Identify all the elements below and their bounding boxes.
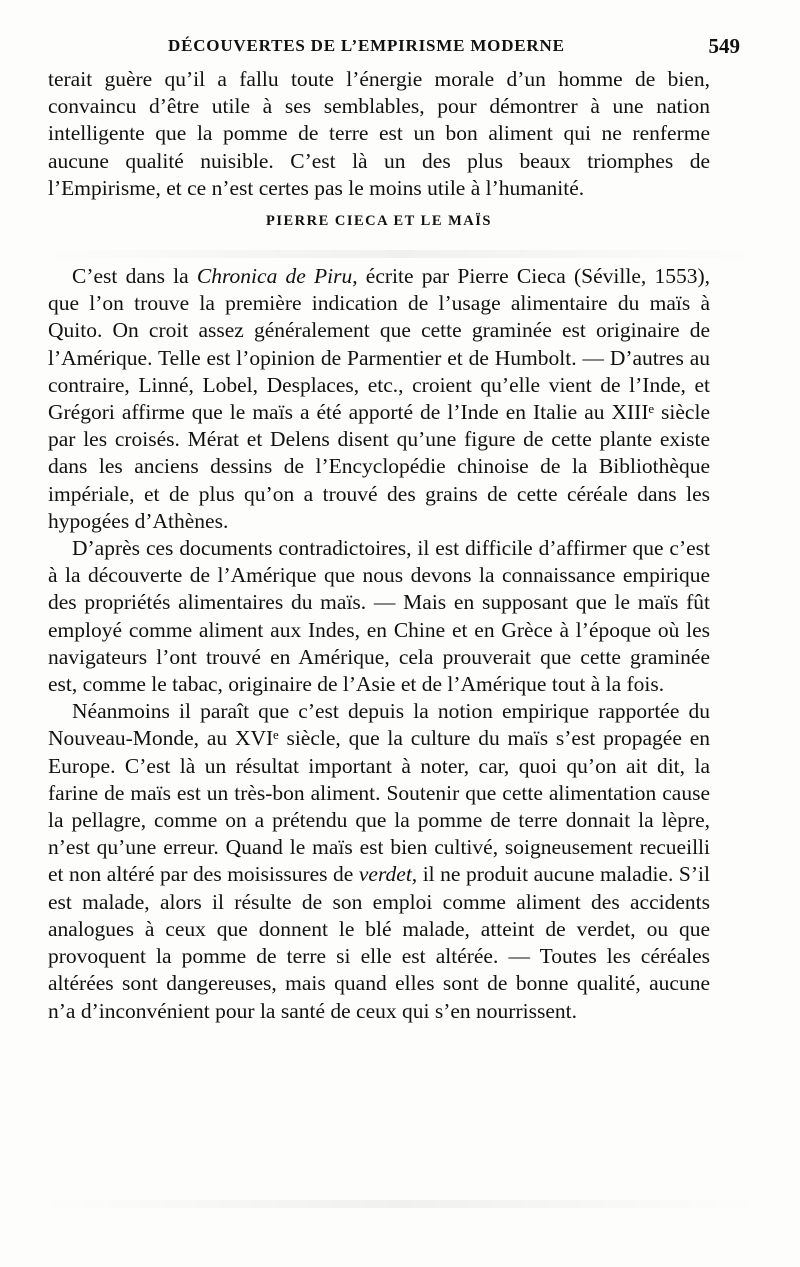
work-title: Chronica de Piru — [196, 264, 353, 289]
page-number: 549 — [708, 34, 740, 58]
page-header — [48, 36, 740, 64]
paragraph-text: Néanmoins il paraît que c’est depuis la notion empirique rapportée du Nouveau-Monde, au — [48, 699, 710, 751]
section-heading: PIERRE CIECA ET LE MAÏS — [265, 213, 492, 230]
body-text — [48, 66, 710, 1025]
paragraph-text: , écrite par Pierre Cieca (Séville, 1553), que l’on trouve la première indication de l’usage alimentaire du maïs à Quito. On croit assez généralement que cette graminée est originaire de l’Amérique. Telle est l’opinion de Parmentier et de Humbolt. — D’autres au contraire, Linné, Lobel, Desplaces, etc., croient qu’elle vient de l’Inde, et Grégori affirme que le maïs a été apporté de l’Inde en Italie au — [48, 264, 710, 425]
show-through-shadow — [40, 1200, 760, 1208]
paragraph — [48, 698, 710, 1024]
italic-term: verdet, — [358, 862, 418, 887]
paragraph-text: C’est dans la — [72, 264, 197, 289]
paragraph-text: siècle, que la culture du maïs s’est propagée en Europe. C’est là un résultat important à noter, car, quoi qu’on ait dit, la farine de maïs est un très-bon aliment. Soutenir que cette alimentation cause la pellagre, comme on a prétendu que la pomme de terre donnait la lèpre, n’est qu’une erreur. Quand le maïs est bien cultivé, soigneusement recueilli et non altéré par des moisissures de — [48, 726, 710, 887]
paragraph-text: il ne produit aucune maladie. S’il est malade, alors il résulte de son emploi comme aliment des accidents analogues à ceux que donnent le blé malade, atteint de verdet, ou que provoquent la pomme de terre si elle est altérée. — Toutes les céréales altérées sont dangereuses, mais quand elles sont de bonne qualité, aucune n’a d’inconvénient pour la santé de ceux qui s’en nourrissent. — [48, 862, 710, 1023]
century-numeral: XVIᵉ — [234, 726, 279, 751]
paragraph — [48, 263, 710, 535]
paragraph: D’après ces documents contradictoires, il est difficile d’affirmer que c’est à la découverte de l’Amérique que nous devons la connaissance empirique des propriétés alimentaires du maïs. — Mais en supposant que le maïs fût employé comme aliment aux Indes, en Chine et en Grèce à l’époque où les navigateurs l’ont trouvé en Amérique, cela prouverait que cette graminée est, comme le tabac, originaire de l’Asie et de l’Amérique tout à la fois. — [48, 536, 710, 697]
paragraph-continuation: terait guère qu’il a fallu toute l’énergie morale d’un homme de bien, convaincu d’être utile à ses semblables, pour démontrer à une nation intelligente que la pomme de terre est un bon aliment qui ne renferme aucune qualité nuisible. C’est là un des plus beaux triomphes de l’Empirisme, et ce n’est certes pas le moins utile à l’humanité. — [48, 67, 710, 200]
running-title: DÉCOUVERTES DE L’EMPIRISME MODERNE — [168, 36, 565, 55]
century-numeral: XIIIᵉ — [611, 400, 655, 425]
paragraph-text: siècle par les croisés. Mérat et Delens disent qu’une figure de cette plante existe dans les anciens dessins de l’Encyclopédie chinoise de la Bibliothèque impériale, et de plus qu’on a trouvé des grains de cette céréale dans les hypogées d’Athènes. — [48, 400, 710, 533]
